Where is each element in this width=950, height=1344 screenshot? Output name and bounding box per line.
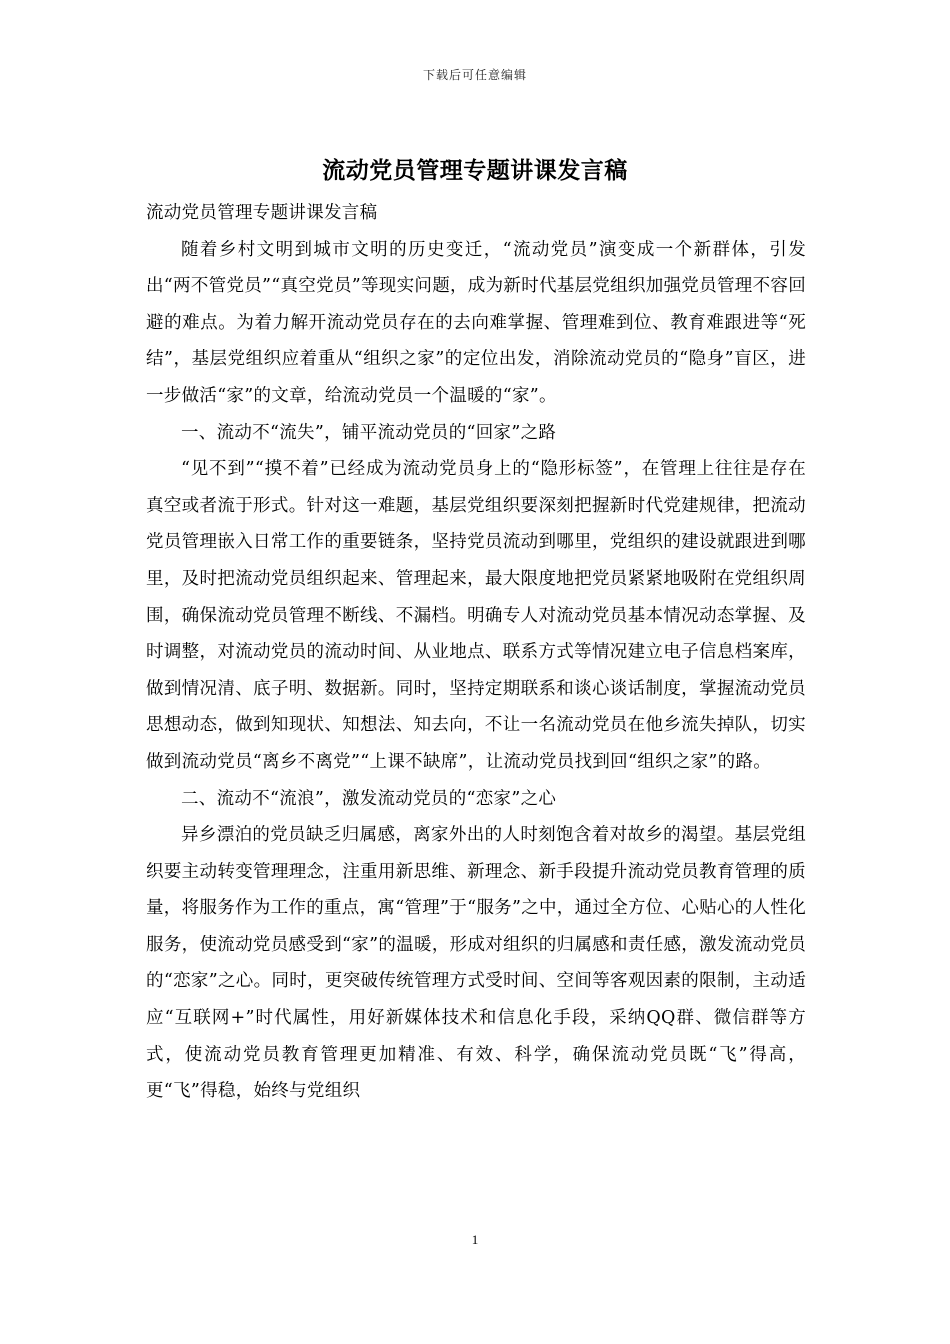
section-1-paragraph: “见不到”“摸不着”已经成为流动党员身上的“隐形标签”，在管理上往往是存在真空或者流于形式。针对这一难题，基层党组织要深刻把握新时代党建规律，把流动党员管理嵌入日常工作的重要链条，坚持党员流动到哪里，党组织的建设就跟进到哪里，及时把流动党员组织起来、管理起来，最大限度地把党员紧紧地吸附在党组织周围，确保流动党员管理不断线、不漏档。明确专人对流动党员基本情况动态掌握、及时调整，对流动党员的流动时间、从业地点、联系方式等情况建立电子信息档案库，做到情况清、底子明、数据新。同时，坚持定期联系和谈心谈话制度，掌握流动党员思想动态，做到知现状、知想法、知去向，不让一名流动党员在他乡流失掉队，切实做到流动党员“离乡不离党”“上课不缺席”，让流动党员找到回“组织之家”的路。 xyxy=(146,459,806,772)
intro-paragraph: 随着乡村文明到城市文明的历史变迁，“流动党员”演变成一个新群体，引发出“两不管党员”“真空党员”等现实问题，成为新时代基层党组织加强党员管理不容回避的难点。为着力解开流动党员存在的去向难掌握、管理难到位、教育难跟进等“死结”，基层党组织应着重从“组织之家”的定位出发，消除流动党员的“隐身”盲区，进一步做活“家”的文章，给流动党员一个温暖的“家”。 xyxy=(146,239,806,406)
document-body xyxy=(146,195,806,1110)
header-note: 下载后可任意编辑 xyxy=(422,68,527,82)
section-2-paragraph: 异乡漂泊的党员缺乏归属感，离家外出的人时刻饱含着对故乡的渴望。基层党组织要主动转变管理理念，注重用新思维、新理念、新手段提升流动党员教育管理的质量，将服务作为工作的重点，寓“管理”于“服务”之中，通过全方位、心贴心的人性化服务，使流动党员感受到“家”的温暖，形成对组织的归属感和责任感，激发流动党员的“恋家”之心。同时，更突破传统管理方式受时间、空间等客观因素的限制，主动适应“互联网+”时代属性，用好新媒体技术和信息化手段，采纳QQ群、微信群等方式，使流动党员教育管理更加精准、有效、科学，确保流动党员既“飞”得高，更“飞”得稳，始终与党组织 xyxy=(146,825,806,1102)
page-number: 1 xyxy=(471,1232,479,1247)
section-heading-1: 一、流动不“流失”，铺平流动党员的“回家”之路 xyxy=(181,422,557,443)
subtitle-paragraph: 流动党员管理专题讲课发言稿 xyxy=(146,203,378,223)
section-heading-2: 二、流动不“流浪”，激发流动党员的“恋家”之心 xyxy=(181,788,557,809)
document-title: 流动党员管理专题讲课发言稿 xyxy=(322,158,628,184)
